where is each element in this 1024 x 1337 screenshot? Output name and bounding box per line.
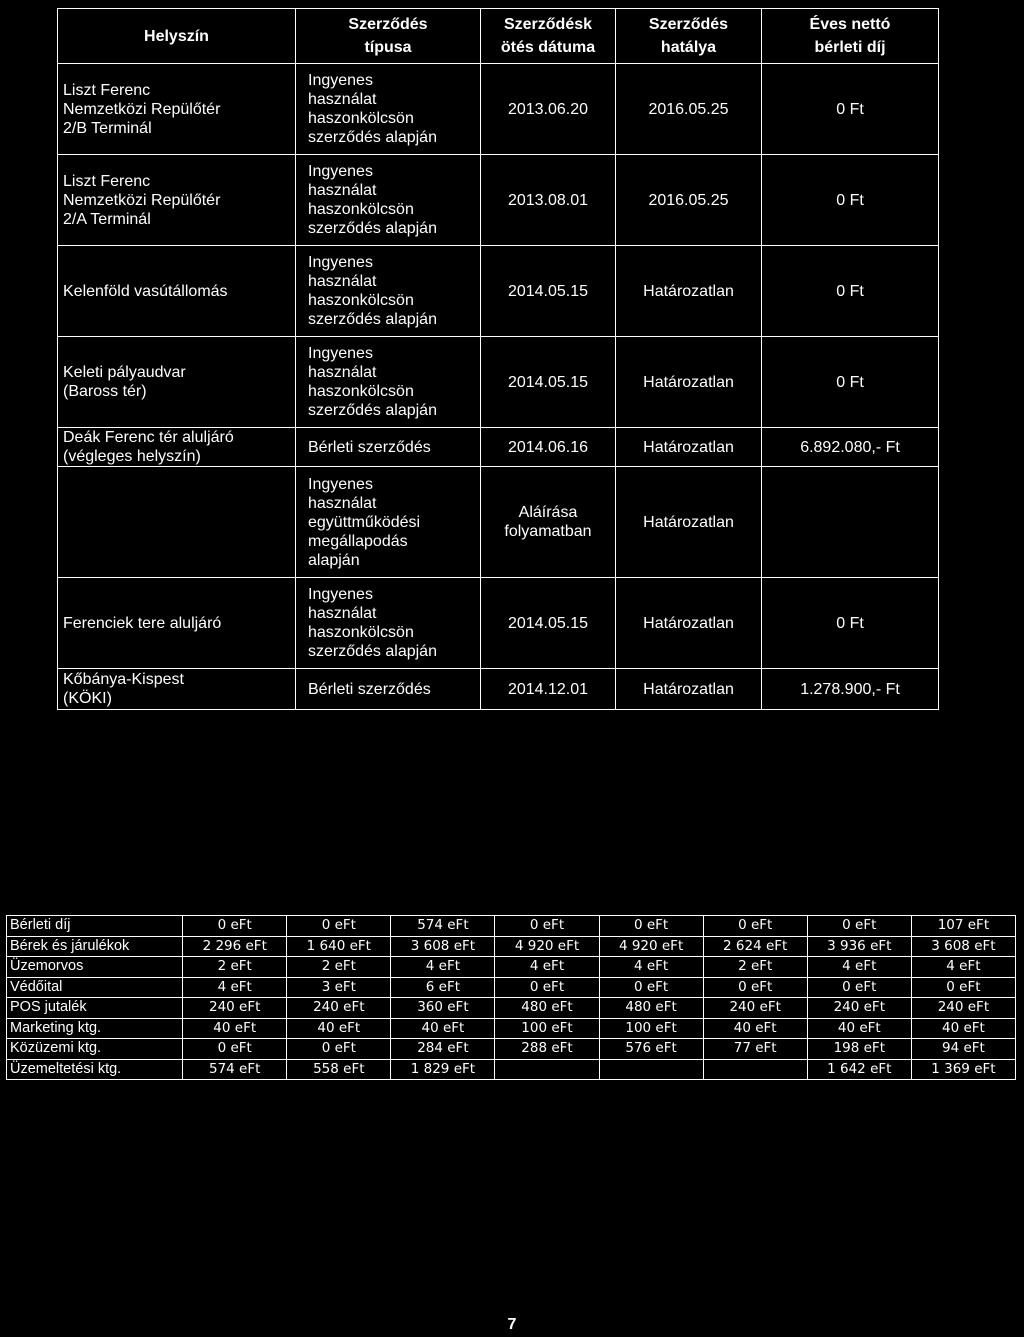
cost-value: 94 eFt — [911, 1039, 1015, 1060]
contract-type-cell — [296, 578, 481, 669]
signed-date-cell — [481, 64, 616, 155]
signed-date-cell — [481, 467, 616, 578]
signed-date-cell — [481, 669, 616, 710]
cost-label: Bérleti díj — [7, 916, 183, 937]
contract-row — [58, 64, 939, 155]
contract-row — [58, 669, 939, 710]
cost-value: 40 eFt — [807, 1018, 911, 1039]
cost-value: 240 eFt — [287, 998, 391, 1019]
cost-table — [6, 915, 1016, 1080]
signed-date-cell-line: 2014.05.15 — [507, 614, 589, 632]
contracts-header-cell — [616, 9, 762, 64]
location-cell-line: Keleti pályaudvar — [63, 364, 186, 381]
cost-row — [7, 998, 1016, 1019]
cost-row — [7, 1059, 1016, 1080]
contract-type-cell — [296, 428, 481, 467]
annual-fee-cell — [762, 467, 939, 578]
cost-value — [599, 1059, 703, 1080]
signed-date-cell — [481, 428, 616, 467]
cost-value: 0 eFt — [599, 977, 703, 998]
validity-cell — [616, 337, 762, 428]
cost-value: 3 608 eFt — [911, 936, 1015, 957]
cost-value: 0 eFt — [287, 916, 391, 937]
location-cell — [58, 467, 296, 578]
cost-value: 2 296 eFt — [183, 936, 287, 957]
cost-value: 0 eFt — [495, 916, 599, 937]
contract-type-cell-line: szerződés alapján — [308, 643, 437, 660]
cost-value: 100 eFt — [599, 1018, 703, 1039]
cost-value: 1 369 eFt — [911, 1059, 1015, 1080]
validity-cell — [616, 669, 762, 710]
validity-cell-line: 2016.05.25 — [648, 100, 729, 118]
contract-type-cell — [296, 669, 481, 710]
cost-label: POS jutalék — [7, 998, 183, 1019]
contract-type-cell-line: szerződés alapján — [308, 311, 437, 328]
cost-value: 40 eFt — [391, 1018, 495, 1039]
cost-value: 288 eFt — [495, 1039, 599, 1060]
contracts-header-cell — [296, 9, 481, 64]
signed-date-cell — [481, 578, 616, 669]
contract-type-cell-line: Bérleti szerződés — [308, 438, 431, 456]
contracts-header-cell-line: ötés dátuma — [500, 39, 596, 56]
contract-type-cell-line: Ingyenes — [308, 163, 373, 180]
cost-value: 107 eFt — [911, 916, 1015, 937]
contract-type-cell-line: Ingyenes — [308, 345, 373, 362]
contract-type-cell-line: alapján — [308, 551, 360, 569]
location-cell-line: Deák Ferenc tér aluljáró — [63, 429, 234, 446]
cost-row — [7, 977, 1016, 998]
cost-value: 574 eFt — [391, 916, 495, 937]
cost-value: 0 eFt — [703, 916, 807, 937]
contract-type-cell — [296, 64, 481, 155]
location-cell-line: (KÖKI) — [63, 690, 112, 707]
cost-value: 2 eFt — [703, 957, 807, 978]
contract-type-cell-line: szerződés alapján — [308, 220, 437, 237]
contract-type-cell-line: használat — [308, 494, 377, 512]
annual-fee-cell: 6.892.080,- Ft — [762, 428, 939, 467]
cost-value: 3 936 eFt — [807, 936, 911, 957]
signed-date-cell-line: 2013.08.01 — [507, 191, 589, 209]
location-cell — [58, 578, 296, 669]
contract-row — [58, 246, 939, 337]
validity-cell-line: 2016.05.25 — [648, 191, 729, 209]
validity-cell-line: Határozatlan — [643, 513, 734, 531]
cost-value: 1 640 eFt — [287, 936, 391, 957]
contracts-header-cell — [481, 9, 616, 64]
contract-type-cell-line: Ingyenes — [308, 254, 373, 271]
cost-value: 558 eFt — [287, 1059, 391, 1080]
annual-fee-cell: 0 Ft — [762, 578, 939, 669]
location-cell-line: Liszt Ferenc — [63, 81, 151, 99]
cost-value: 6 eFt — [391, 977, 495, 998]
cost-value: 574 eFt — [183, 1059, 287, 1080]
cost-value: 480 eFt — [599, 998, 703, 1019]
cost-value: 576 eFt — [599, 1039, 703, 1060]
cost-body — [7, 916, 1016, 1080]
contract-type-cell — [296, 155, 481, 246]
contract-type-cell-line: szerződés alapján — [308, 129, 437, 146]
contracts-header-cell — [58, 9, 296, 64]
cost-value: 1 829 eFt — [391, 1059, 495, 1080]
contract-type-cell-line: szerződés alapján — [308, 402, 437, 419]
validity-cell — [616, 467, 762, 578]
contract-type-cell-line: haszonkölcsön — [308, 201, 414, 218]
cost-row — [7, 936, 1016, 957]
contract-type-cell-line: használat — [308, 364, 377, 381]
location-cell — [58, 428, 296, 467]
contract-row — [58, 467, 939, 578]
contracts-header-cell-line: típusa — [364, 39, 412, 56]
location-cell — [58, 246, 296, 337]
cost-value: 1 642 eFt — [807, 1059, 911, 1080]
location-cell-line: Kelenföld vasútállomás — [63, 282, 228, 300]
cost-value — [495, 1059, 599, 1080]
cost-value: 0 eFt — [599, 916, 703, 937]
cost-value: 0 eFt — [495, 977, 599, 998]
cost-value: 4 eFt — [391, 957, 495, 978]
signed-date-cell — [481, 246, 616, 337]
cost-value: 0 eFt — [183, 916, 287, 937]
cost-value: 198 eFt — [807, 1039, 911, 1060]
cost-value: 2 624 eFt — [703, 936, 807, 957]
validity-cell — [616, 428, 762, 467]
contract-type-cell-line: használat — [308, 273, 377, 290]
cost-value: 240 eFt — [911, 998, 1015, 1019]
validity-cell-line: Határozatlan — [643, 614, 734, 632]
validity-cell — [616, 155, 762, 246]
contract-row — [58, 337, 939, 428]
cost-value: 40 eFt — [183, 1018, 287, 1039]
contract-type-cell — [296, 337, 481, 428]
cost-value: 480 eFt — [495, 998, 599, 1019]
cost-value: 4 920 eFt — [599, 936, 703, 957]
cost-value: 77 eFt — [703, 1039, 807, 1060]
validity-cell-line: Határozatlan — [643, 282, 734, 300]
location-cell — [58, 337, 296, 428]
contract-row — [58, 428, 939, 467]
contract-type-cell-line: Ingyenes — [308, 475, 373, 493]
location-cell — [58, 669, 296, 710]
cost-value: 4 eFt — [599, 957, 703, 978]
signed-date-cell-line: folyamatban — [504, 523, 592, 540]
contract-type-cell-line: Ingyenes — [308, 72, 373, 89]
contract-type-cell — [296, 467, 481, 578]
cost-value: 284 eFt — [391, 1039, 495, 1060]
annual-fee-cell: 0 Ft — [762, 246, 939, 337]
cost-value: 40 eFt — [287, 1018, 391, 1039]
contracts-header-row — [58, 9, 939, 64]
cost-value — [703, 1059, 807, 1080]
cost-value: 2 eFt — [287, 957, 391, 978]
cost-label: Marketing ktg. — [7, 1018, 183, 1039]
contracts-body — [58, 64, 939, 710]
signed-date-cell-line: 2014.06.16 — [507, 438, 589, 456]
contract-type-cell-line: Bérleti szerződés — [308, 680, 431, 698]
validity-cell-line: Határozatlan — [643, 373, 734, 391]
location-cell-line: Ferenciek tere aluljáró — [63, 614, 222, 632]
cost-value: 0 eFt — [807, 977, 911, 998]
signed-date-cell-line: 2014.05.15 — [507, 282, 589, 300]
cost-label: Védőital — [7, 977, 183, 998]
contract-type-cell-line: haszonkölcsön — [308, 383, 414, 400]
location-cell-line: Liszt Ferenc — [63, 172, 151, 190]
contract-type-cell-line: megállapodás — [308, 532, 408, 550]
contract-type-cell-line: haszonkölcsön — [308, 292, 414, 309]
cost-value: 40 eFt — [703, 1018, 807, 1039]
cost-row — [7, 1018, 1016, 1039]
contract-type-cell-line: használat — [308, 91, 377, 108]
cost-value: 0 eFt — [183, 1039, 287, 1060]
cost-value: 4 eFt — [911, 957, 1015, 978]
location-cell — [58, 64, 296, 155]
cost-label: Bérek és járulékok — [7, 936, 183, 957]
location-cell-line: 2/B Terminál — [63, 119, 152, 137]
location-cell-line: 2/A Terminál — [63, 210, 151, 228]
contracts-table — [57, 8, 939, 710]
annual-fee-cell: 1.278.900,- Ft — [762, 669, 939, 710]
location-cell-line: Nemzetközi Repülőtér — [63, 100, 221, 118]
cost-label: Üzemorvos — [7, 957, 183, 978]
cost-value: 0 eFt — [703, 977, 807, 998]
signed-date-cell-line: Aláírása — [518, 504, 578, 521]
contract-type-cell — [296, 246, 481, 337]
annual-fee-cell: 0 Ft — [762, 155, 939, 246]
cost-value: 4 eFt — [495, 957, 599, 978]
location-cell-line: (végleges helyszín) — [63, 448, 201, 465]
cost-value: 3 eFt — [287, 977, 391, 998]
cost-value: 240 eFt — [807, 998, 911, 1019]
contracts-header-cell-line: Éves nettó — [809, 16, 891, 33]
cost-value: 0 eFt — [287, 1039, 391, 1060]
signed-date-cell-line: 2014.05.15 — [507, 373, 589, 391]
contract-type-cell-line: haszonkölcsön — [308, 624, 414, 641]
contract-row — [58, 155, 939, 246]
cost-label: Közüzemi ktg. — [7, 1039, 183, 1060]
contract-type-cell-line: haszonkölcsön — [308, 110, 414, 127]
signed-date-cell — [481, 155, 616, 246]
cost-value: 3 608 eFt — [391, 936, 495, 957]
contract-type-cell-line: Ingyenes — [308, 586, 373, 603]
cost-value: 240 eFt — [183, 998, 287, 1019]
location-cell-line: Nemzetközi Repülőtér — [63, 191, 221, 209]
annual-fee-cell: 0 Ft — [762, 337, 939, 428]
cost-value: 2 eFt — [183, 957, 287, 978]
contracts-header-cell-line: Szerződésk — [503, 16, 593, 33]
signed-date-cell — [481, 337, 616, 428]
cost-value: 4 920 eFt — [495, 936, 599, 957]
cost-value: 360 eFt — [391, 998, 495, 1019]
location-cell-line: (Baross tér) — [63, 383, 147, 400]
signed-date-cell-line: 2014.12.01 — [507, 680, 589, 698]
validity-cell — [616, 64, 762, 155]
contract-row — [58, 578, 939, 669]
cost-value: 4 eFt — [807, 957, 911, 978]
validity-cell — [616, 246, 762, 337]
cost-row — [7, 916, 1016, 937]
cost-row — [7, 1039, 1016, 1060]
contracts-header-cell-line: Helyszín — [144, 27, 209, 45]
validity-cell-line: Határozatlan — [643, 680, 734, 698]
contract-type-cell-line: használat — [308, 182, 377, 199]
page-number: 7 — [507, 1316, 517, 1333]
cost-value: 40 eFt — [911, 1018, 1015, 1039]
location-cell — [58, 155, 296, 246]
contracts-header-cell-line: Szerződés — [648, 16, 729, 33]
cost-row — [7, 957, 1016, 978]
annual-fee-cell: 0 Ft — [762, 64, 939, 155]
validity-cell — [616, 578, 762, 669]
cost-value: 240 eFt — [703, 998, 807, 1019]
cost-value: 0 eFt — [911, 977, 1015, 998]
contract-type-cell-line: együttműködési — [308, 513, 421, 531]
location-cell-line: Kőbánya-Kispest — [63, 671, 184, 688]
cost-label: Üzemeltetési ktg. — [7, 1059, 183, 1080]
signed-date-cell-line: 2013.06.20 — [507, 100, 589, 118]
validity-cell-line: Határozatlan — [643, 438, 734, 456]
contracts-header-cell-line: Szerződés — [348, 16, 428, 33]
contracts-header-cell-line: bérleti díj — [814, 39, 886, 56]
contract-type-cell-line: használat — [308, 605, 377, 622]
cost-value: 4 eFt — [183, 977, 287, 998]
cost-value: 0 eFt — [807, 916, 911, 937]
cost-value: 100 eFt — [495, 1018, 599, 1039]
contracts-header-cell — [762, 9, 939, 64]
contracts-header-cell-line: hatálya — [660, 39, 717, 56]
